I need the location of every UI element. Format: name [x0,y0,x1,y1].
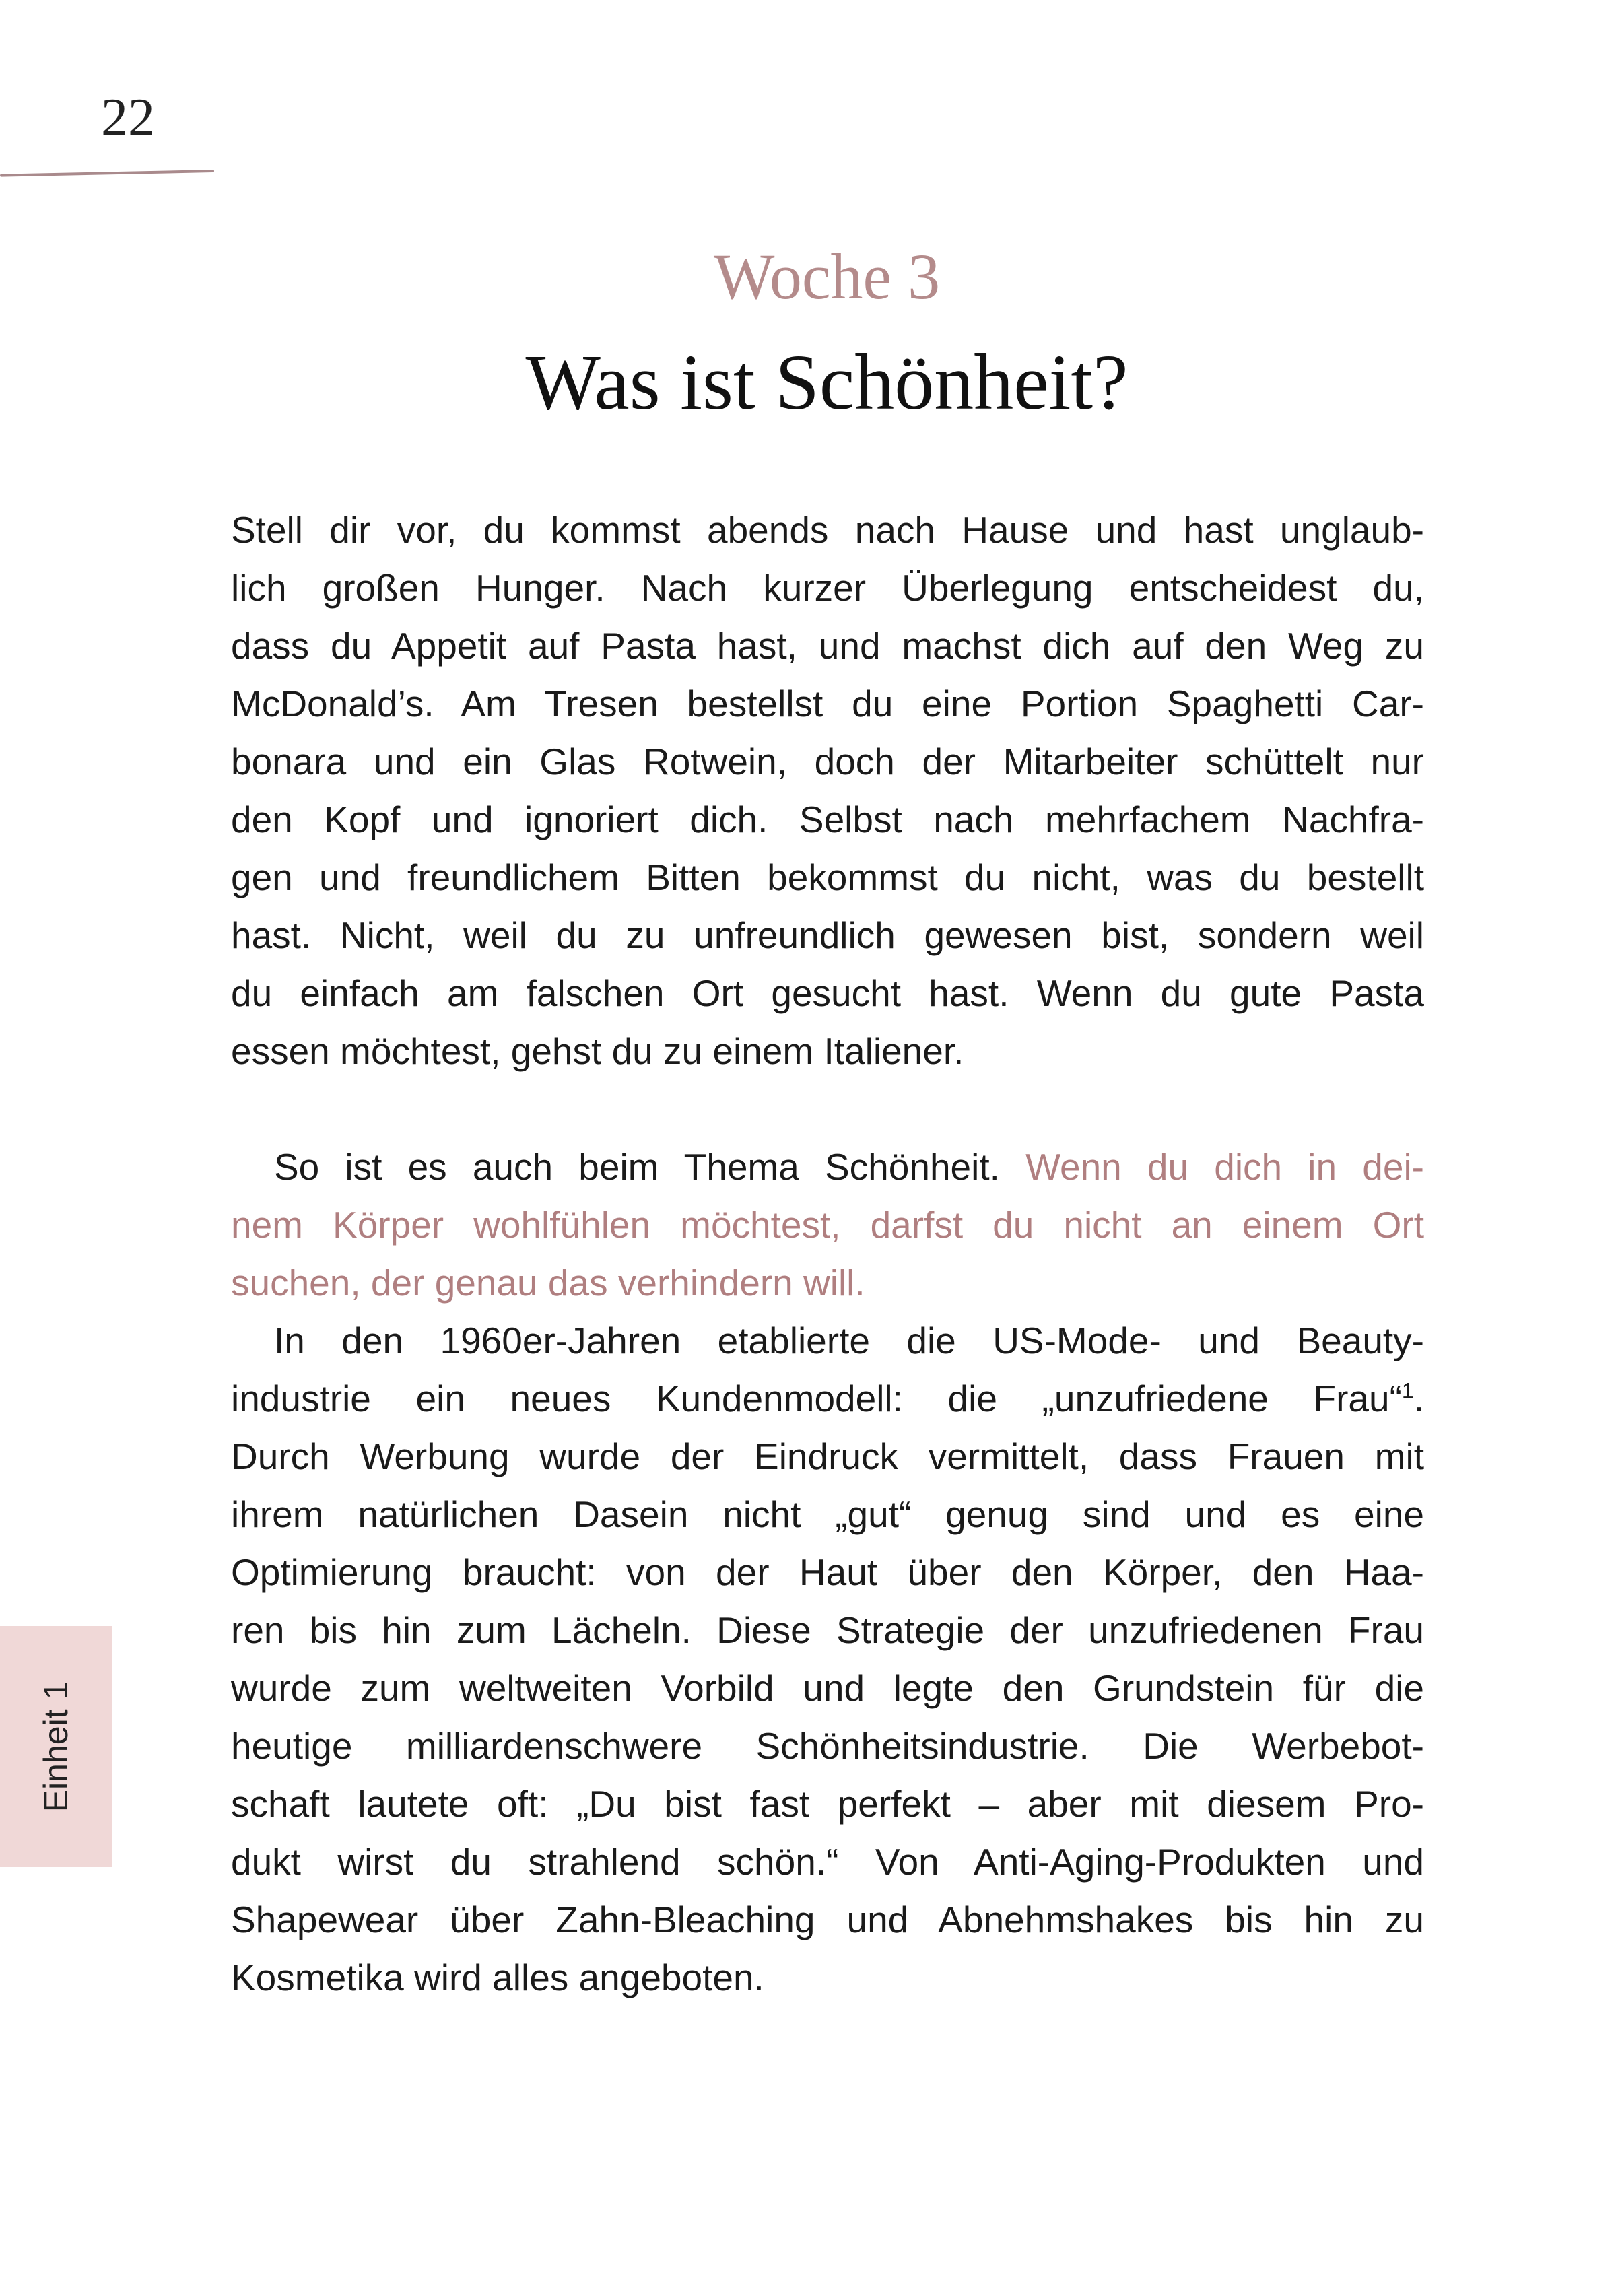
plain-text: So ist es auch beim Thema Schönheit. [274,1146,1026,1188]
header-rule [0,170,214,177]
highlighted-text-line: nem Körper wohlfühlen möchtest, darfst du nicht an einem Ort [231,1204,1424,1246]
paragraph-3 [231,1312,1424,2006]
text-line: essen möchtest, gehst du zu einem Italiener. [231,1030,964,1072]
text-line: heutige milliardenschwere Schönheitsindustrie. Die Werbebot- [231,1725,1424,1767]
text-line: In den 1960er-Jahren etablierte die US-Mode- und Beauty- [274,1320,1424,1361]
paragraph-1 [231,501,1424,1080]
text-line: du einfach am falschen Ort gesucht hast. Wenn du gute Pasta [231,972,1424,1014]
text-line: schaft lautete oft: „Du bist fast perfekt – aber mit diesem Pro- [231,1783,1424,1825]
paragraph-2 [231,1138,1424,1312]
text-line: Optimierung braucht: von der Haut über den Körper, den Haa- [231,1551,1424,1593]
text-segment: industrie ein neues Kundenmodell: die „unzufriedene Frau“ [231,1378,1402,1419]
text-line: wurde zum weltweiten Vorbild und legte den Grundstein für die [231,1667,1424,1709]
highlighted-text-line: suchen, der genau das verhindern will. [231,1262,865,1304]
text-line: Durch Werbung wurde der Eindruck vermittelt, dass Frauen mit [231,1436,1424,1477]
text-line: Stell dir vor, du kommst abends nach Hause und hast unglaub- [231,509,1424,551]
text-line [231,1370,1424,1427]
text-segment: . [1413,1378,1424,1419]
text-line: ihrem natürlichen Dasein nicht „gut“ genug sind und es eine [231,1493,1424,1535]
text-line: lich großen Hunger. Nach kurzer Überlegung entscheidest du, [231,567,1424,609]
text-line: Shapewear über Zahn-Bleaching und Abnehmshakes bis hin zu [231,1899,1424,1940]
text-line: dukt wirst du strahlend schön.“ Von Anti-Aging-Produkten und [231,1841,1424,1883]
text-line: ren bis hin zum Lächeln. Diese Strategie der unzufriedenen Frau [231,1609,1424,1651]
text-line: bonara und ein Glas Rotwein, doch der Mitarbeiter schüttelt nur [231,741,1424,782]
footnote-marker[interactable]: 1 [1401,1378,1414,1403]
text-line: dass du Appetit auf Pasta hast, und machst dich auf den Weg zu [231,625,1424,667]
unit-label: Einheit 1 [37,1681,75,1813]
text-line: hast. Nicht, weil du zu unfreundlich gewesen bist, sondern weil [231,914,1424,956]
page-title: Was ist Schönheit? [525,338,1129,426]
text-line: gen und freundlichem Bitten bekommst du nicht, was du bestellt [231,856,1424,898]
text-line: den Kopf und ignoriert dich. Selbst nach mehrfachem Nachfra- [231,799,1424,840]
text-line [231,1138,1424,1196]
text-line: McDonald’s. Am Tresen bestellst du eine Portion Spaghetti Car- [231,683,1424,724]
chapter-kicker: Woche 3 [713,240,941,312]
body-text [231,501,1424,2006]
text-line: Kosmetika wird alles angeboten. [231,1957,764,1998]
highlighted-text: Wenn du dich in dei- [1025,1146,1424,1188]
unit-side-tab [0,1626,112,1867]
page-number: 22 [101,88,155,147]
